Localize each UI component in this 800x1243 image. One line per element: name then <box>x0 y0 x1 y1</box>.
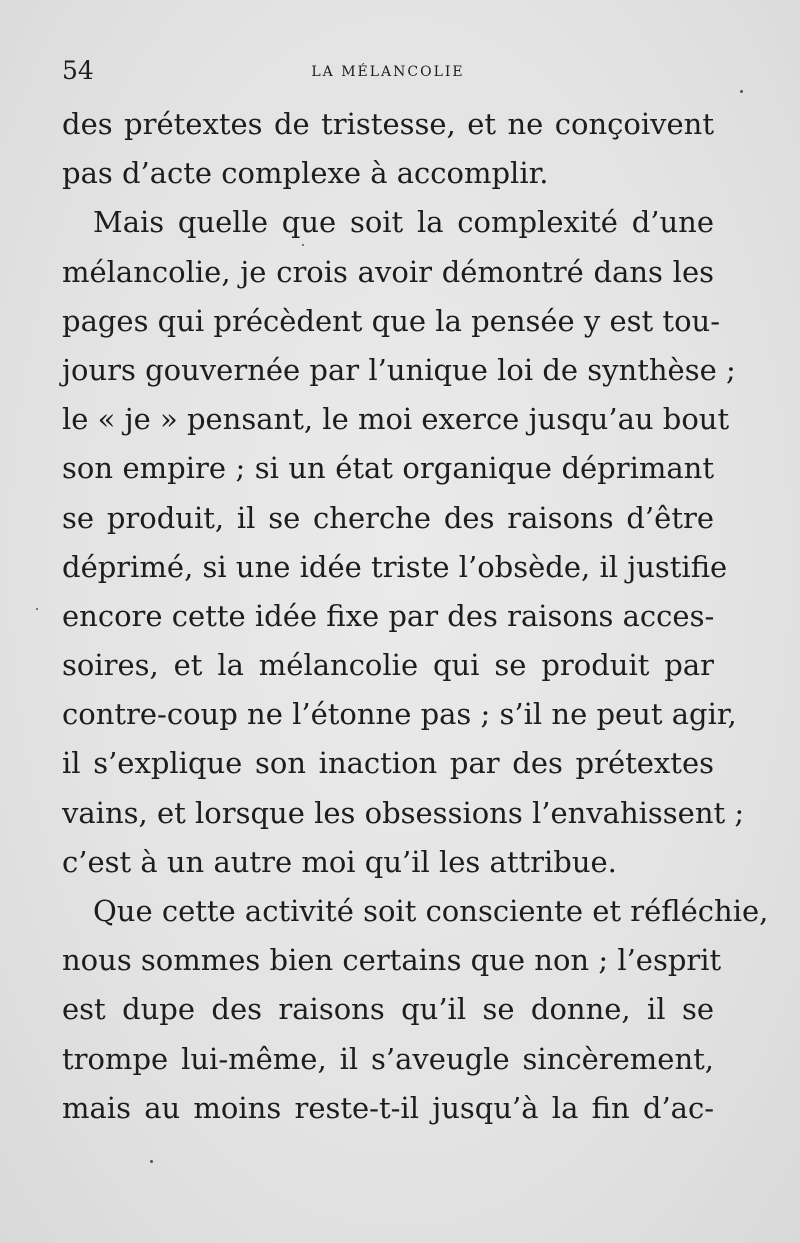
text-line: Que cette activité soit consciente et réfléchie, <box>93 894 769 928</box>
text-line: se produit, il se cherche des raisons d’être <box>62 500 714 535</box>
paragraph-1 <box>62 100 714 198</box>
text-line: pas d’acte complexe à accomplir. <box>62 156 549 191</box>
paper-speck <box>36 608 38 610</box>
running-head: LA MÉLANCOLIE <box>311 64 465 80</box>
paper-speck <box>302 244 304 246</box>
text-line: déprimé, si une idée triste l’obsède, il justifie <box>62 549 728 584</box>
text-line: Mais quelle que soit la complexité d’une <box>93 205 714 240</box>
paragraph-2 <box>62 198 745 887</box>
text-line: encore cette idée fixe par des raisons acces- <box>62 598 715 633</box>
page-header <box>62 56 714 86</box>
text-line: nous sommes bien certains que non ; l’esprit <box>62 943 722 978</box>
text-line: il s’explique son inaction par des prétextes <box>62 746 714 781</box>
text-line: son empire ; si un état organique déprimant <box>62 451 714 486</box>
text-line: jours gouvernée par l’unique loi de synthèse ; <box>62 352 736 387</box>
text-line: c’est à un autre moi qu’il les attribue. <box>62 844 617 879</box>
text-line: mais au moins reste-t-il jusqu’à la fin d’ac- <box>62 1090 714 1125</box>
text-line: vains, et lorsque les obsessions l’envahissent ; <box>62 795 745 830</box>
text-line: le « je » pensant, le moi exerce jusqu’au bout <box>62 402 730 437</box>
text-line: est dupe des raisons qu’il se donne, il se <box>62 992 714 1027</box>
text-line: contre-coup ne l’étonne pas ; s’il ne peut agir, <box>62 697 737 732</box>
text-line: des prétextes de tristesse, et ne conçoivent <box>62 107 714 141</box>
body-text <box>62 100 769 1133</box>
paper-speck <box>740 90 743 93</box>
page-number: 54 <box>62 56 94 85</box>
paper-speck <box>150 1160 153 1163</box>
paragraph-3 <box>62 887 769 1133</box>
text-line: soires, et la mélancolie qui se produit par <box>62 648 714 683</box>
text-line: pages qui précèdent que la pensée y est tou- <box>62 303 721 338</box>
text-line: trompe lui-même, il s’aveugle sincèrement, <box>62 1041 714 1076</box>
text-line: mélancolie, je crois avoir démontré dans les <box>62 254 714 289</box>
